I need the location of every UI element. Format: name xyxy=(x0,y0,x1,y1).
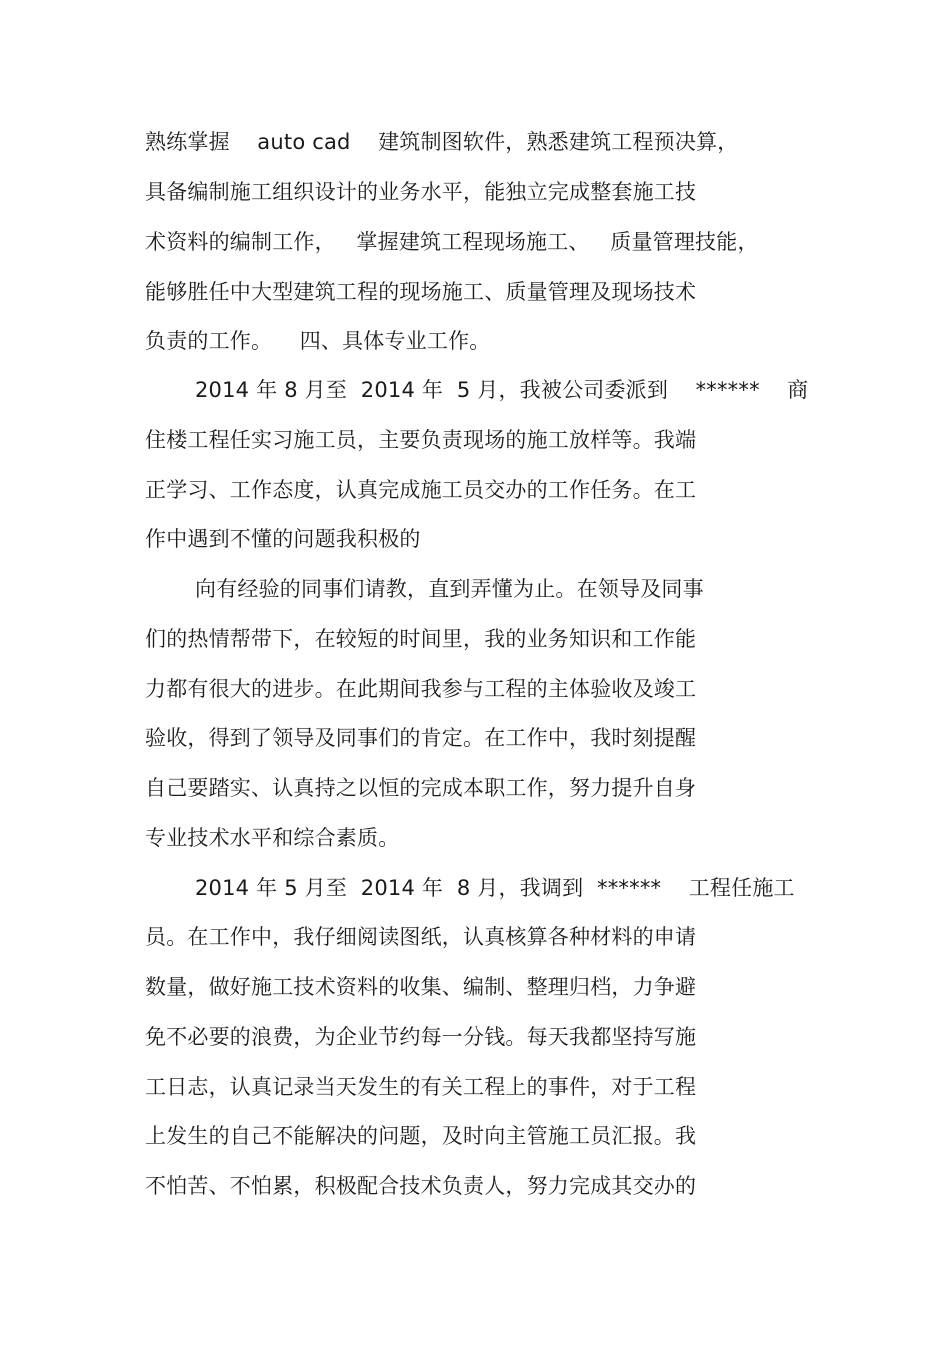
paragraph-first-line: 2014 年 5 月至 2014 年 8 月，我调到 ****** 工程任施工 xyxy=(195,876,795,900)
text-line: 员。在工作中，我仔细阅读图纸，认真核算各种材料的申请 xyxy=(145,925,697,949)
text-line: 熟练掌握 auto cad 建筑制图软件，熟悉建筑工程预决算， xyxy=(145,130,739,154)
text-line: 能够胜任中大型建筑工程的现场施工、质量管理及现场技术 xyxy=(145,280,697,304)
text-line: 自己要踏实、认真持之以恒的完成本职工作，努力提升自身 xyxy=(145,776,697,800)
text-line: 正学习、工作态度，认真完成施工员交办的工作任务。在工 xyxy=(145,478,697,502)
text-line: 作中遇到不懂的问题我积极的 xyxy=(145,527,421,551)
text-line: 验收，得到了领导及同事们的肯定。在工作中，我时刻提醒 xyxy=(145,726,697,750)
paragraph-first-line: 2014 年 8 月至 2014 年 5 月，我被公司委派到 ****** 商 xyxy=(195,378,809,402)
text-line: 上发生的自己不能解决的问题，及时向主管施工员汇报。我 xyxy=(145,1124,697,1148)
text-line: 负责的工作。 四、具体专业工作。 xyxy=(145,329,491,353)
text-line: 工日志，认真记录当天发生的有关工程上的事件，对于工程 xyxy=(145,1075,697,1099)
text-line: 专业技术水平和综合素质。 xyxy=(145,826,400,850)
paragraph-first-line: 向有经验的同事们请教，直到弄懂为止。在领导及同事 xyxy=(195,577,704,601)
text-line: 力都有很大的进步。在此期间我参与工程的主体验收及竣工 xyxy=(145,677,697,701)
text-line: 数量，做好施工技术资料的收集、编制、整理归档，力争避 xyxy=(145,975,697,999)
text-line: 具备编制施工组织设计的业务水平，能独立完成整套施工技 xyxy=(145,180,697,204)
text-line: 住楼工程任实习施工员，主要负责现场的施工放样等。我端 xyxy=(145,428,697,452)
text-line: 们的热情帮带下，在较短的时间里，我的业务知识和工作能 xyxy=(145,627,697,651)
text-line: 术资料的编制工作， 掌握建筑工程现场施工、 质量管理技能， xyxy=(145,230,759,254)
text-line: 免不必要的浪费，为企业节约每一分钱。每天我都坚持写施 xyxy=(145,1025,697,1049)
text-line: 不怕苦、不怕累，积极配合技术负责人，努力完成其交办的 xyxy=(145,1174,697,1198)
